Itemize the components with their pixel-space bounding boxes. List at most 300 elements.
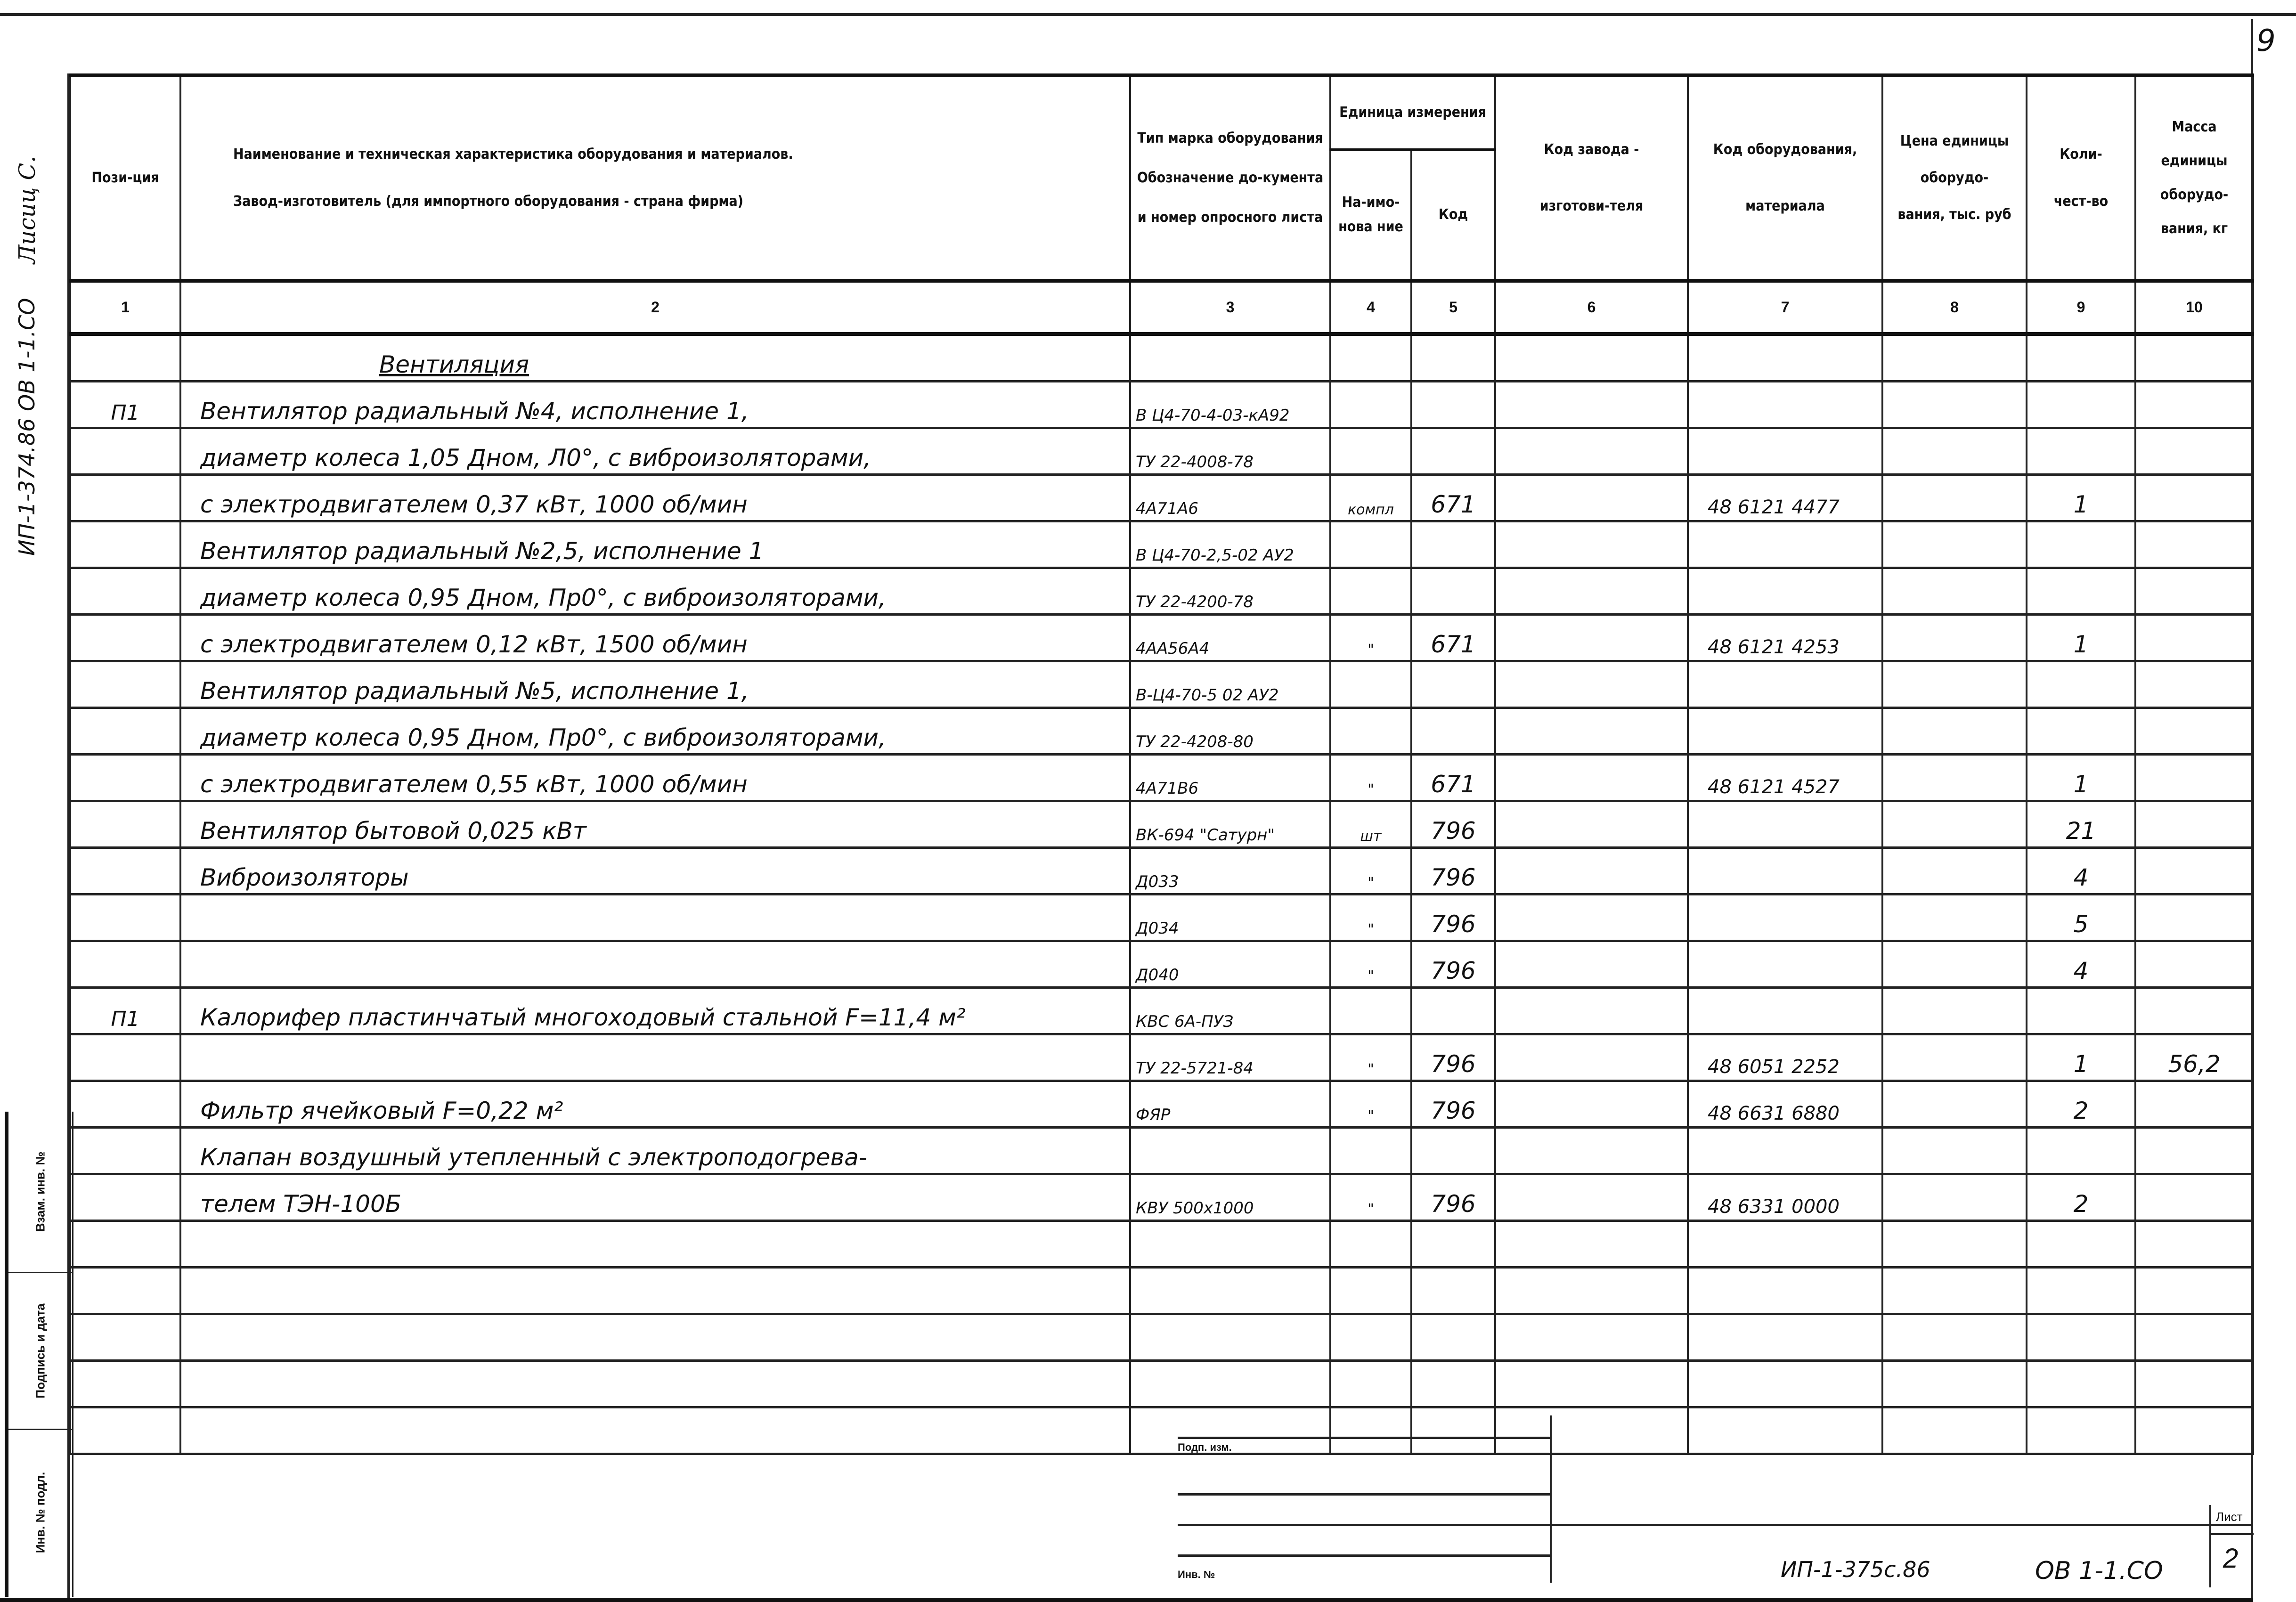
sheet-number: 2 <box>2223 1543 2239 1574</box>
cell-position <box>70 941 180 988</box>
cell-position <box>70 895 180 941</box>
cell-unit-code <box>1411 1314 1495 1361</box>
cell-unit-name <box>1330 988 1411 1034</box>
cell-position <box>70 568 180 615</box>
header-name-line1: Наименование и техническая характеристика оборудования и материалов. <box>233 146 793 163</box>
column-number: 6 <box>1495 281 1688 334</box>
cell-equipment-code: 48 6631 6880 <box>1688 1081 1882 1128</box>
cell-equipment-code: 48 6121 4527 <box>1688 755 1882 801</box>
cell-type: Д040 <box>1130 941 1330 988</box>
cell-factory-code <box>1495 1128 1688 1174</box>
cell-name: Фильтр ячейковый F=0,22 м² <box>180 1081 1130 1128</box>
stamp-top-label: Подп. изм. <box>1178 1441 1232 1453</box>
table-row <box>70 382 2253 428</box>
cell-quantity <box>2027 1268 2135 1314</box>
cell-equipment-code <box>1688 1361 1882 1407</box>
cell-factory-code <box>1495 1361 1688 1407</box>
cell-equipment-code <box>1688 801 1882 848</box>
cell-name: Вентилятор радиальный №5, исполнение 1, <box>180 661 1130 708</box>
cell-quantity <box>2027 988 2135 1034</box>
cell-type: КВС 6А-ПУЗ <box>1130 988 1330 1034</box>
page-number: 9 <box>2256 24 2276 58</box>
margin-vertical-code: ИП-1-374.86 ОВ 1-1.СО <box>14 298 40 556</box>
cell-type: В-Ц4-70-5 02 АУ2 <box>1130 661 1330 708</box>
cell-name: диаметр колеса 0,95 Дном, Пр0°, с виброизоляторами, <box>180 568 1130 615</box>
cell-type: 4АА56А4 <box>1130 615 1330 661</box>
cell-price <box>1882 801 2027 848</box>
table-row <box>70 1221 2253 1268</box>
specification-table <box>69 73 2254 1455</box>
column-number: 3 <box>1130 281 1330 334</box>
cell-mass <box>2135 382 2253 428</box>
cell-price <box>1882 1221 2027 1268</box>
margin-label: Подпись и дата <box>33 1303 47 1399</box>
cell-position <box>70 475 180 521</box>
cell-name: Вентилятор радиальный №4, исполнение 1, <box>180 382 1130 428</box>
cell-unit-name <box>1330 661 1411 708</box>
column-number: 4 <box>1330 281 1411 334</box>
table-row <box>70 521 2253 568</box>
cell-name: с электродвигателем 0,37 кВт, 1000 об/мин <box>180 475 1130 521</box>
cell-position <box>70 521 180 568</box>
cell-price <box>1882 988 2027 1034</box>
cell-equipment-code <box>1688 988 1882 1034</box>
stamp-line <box>1178 1554 1550 1557</box>
margin-cell <box>8 1112 72 1273</box>
cell-unit-code: 671 <box>1411 755 1495 801</box>
margin-cell <box>8 1430 72 1595</box>
cell-mass <box>2135 988 2253 1034</box>
cell-type: 4А71А6 <box>1130 475 1330 521</box>
cell-quantity <box>2027 428 2135 475</box>
cell-unit-name <box>1330 1221 1411 1268</box>
cell-mass <box>2135 475 2253 521</box>
cell-unit-code: 796 <box>1411 801 1495 848</box>
cell-price <box>1882 475 2027 521</box>
cell-unit-name <box>1330 1361 1411 1407</box>
cell-price <box>1882 755 2027 801</box>
cell-quantity: 4 <box>2027 941 2135 988</box>
cell-type: ТУ 22-5721-84 <box>1130 1034 1330 1081</box>
cell-price <box>1882 1174 2027 1221</box>
cell-factory-code <box>1495 1034 1688 1081</box>
cell-quantity <box>2027 568 2135 615</box>
cell-position: П1 <box>70 382 180 428</box>
cell-mass <box>2135 568 2253 615</box>
cell-name: Калорифер пластинчатый многоходовый стальной F=11,4 м² <box>180 988 1130 1034</box>
cell-type: ВК-694 "Сатурн" <box>1130 801 1330 848</box>
stamp-bottom-label: Инв. № <box>1178 1569 1215 1580</box>
cell-type <box>1130 1361 1330 1407</box>
cell-equipment-code <box>1688 1314 1882 1361</box>
cell-price <box>1882 568 2027 615</box>
cell-quantity <box>2027 1221 2135 1268</box>
cell-price <box>1882 1128 2027 1174</box>
cell-quantity: 4 <box>2027 848 2135 895</box>
cell-factory-code <box>1495 848 1688 895</box>
cell-mass <box>2135 708 2253 755</box>
margin-label: Инв. № подл. <box>33 1472 47 1553</box>
table-row <box>70 428 2253 475</box>
column-number: 1 <box>70 281 180 334</box>
cell-unit-code: 796 <box>1411 1034 1495 1081</box>
cell-position <box>70 1361 180 1407</box>
cell-type <box>1130 1314 1330 1361</box>
cell-empty <box>1688 334 1882 382</box>
cell-factory-code <box>1495 1268 1688 1314</box>
header-equipment-code: Код оборудования, материала <box>1688 75 1882 281</box>
cell-quantity <box>2027 521 2135 568</box>
cell-mass <box>2135 661 2253 708</box>
cell-factory-code <box>1495 428 1688 475</box>
cell-unit-name <box>1330 1128 1411 1174</box>
cell-unit-name <box>1330 1314 1411 1361</box>
cell-name <box>180 1221 1130 1268</box>
table-row <box>70 1314 2253 1361</box>
cell-quantity <box>2027 708 2135 755</box>
cell-equipment-code <box>1688 1221 1882 1268</box>
column-number: 5 <box>1411 281 1495 334</box>
cell-quantity <box>2027 1361 2135 1407</box>
sheet-label: Лист <box>2216 1510 2243 1524</box>
cell-quantity: 2 <box>2027 1174 2135 1221</box>
cell-unit-name: " <box>1330 1081 1411 1128</box>
cell-unit-code: 796 <box>1411 1174 1495 1221</box>
cell-mass <box>2135 755 2253 801</box>
cell-type: В Ц4-70-2,5-02 АУ2 <box>1130 521 1330 568</box>
cell-type <box>1130 1268 1330 1314</box>
cell-price <box>1882 941 2027 988</box>
cell-factory-code <box>1495 1081 1688 1128</box>
cell-unit-name <box>1330 708 1411 755</box>
cell-equipment-code <box>1688 382 1882 428</box>
cell-price <box>1882 521 2027 568</box>
cell-factory-code <box>1495 988 1688 1034</box>
section-title: Вентиляция <box>180 334 1130 382</box>
cell-factory-code <box>1495 801 1688 848</box>
cell-unit-name <box>1330 428 1411 475</box>
cell-mass <box>2135 895 2253 941</box>
cell-empty <box>1330 334 1411 382</box>
table-row <box>70 848 2253 895</box>
cell-mass <box>2135 1221 2253 1268</box>
cell-quantity: 1 <box>2027 755 2135 801</box>
cell-factory-code <box>1495 615 1688 661</box>
cell-equipment-code <box>1688 895 1882 941</box>
stamp-line <box>1178 1437 1550 1439</box>
cell-factory-code <box>1495 382 1688 428</box>
table-row <box>70 801 2253 848</box>
cell-unit-name: " <box>1330 848 1411 895</box>
cell-equipment-code <box>1688 568 1882 615</box>
cell-mass <box>2135 1361 2253 1407</box>
cell-unit-code <box>1411 661 1495 708</box>
cell-unit-name <box>1330 521 1411 568</box>
cell-unit-name: " <box>1330 895 1411 941</box>
cell-position <box>70 661 180 708</box>
cell-factory-code <box>1495 941 1688 988</box>
cell-unit-code: 796 <box>1411 848 1495 895</box>
table-row <box>70 1034 2253 1081</box>
cell-factory-code <box>1495 568 1688 615</box>
cell-unit-code <box>1411 1128 1495 1174</box>
cell-position <box>70 1221 180 1268</box>
cell-name: Клапан воздушный утепленный с электроподогрева- <box>180 1128 1130 1174</box>
header-row <box>70 75 2253 150</box>
table-row <box>70 895 2253 941</box>
cell-factory-code <box>1495 521 1688 568</box>
top-border <box>0 13 2296 16</box>
table-row <box>70 941 2253 988</box>
header-factory-code: Код завода - изготови-теля <box>1495 75 1688 281</box>
header-unit: Единица измерения <box>1330 75 1495 150</box>
margin-cell <box>8 1273 72 1430</box>
cell-name: Виброизоляторы <box>180 848 1130 895</box>
table-row <box>70 1361 2253 1407</box>
cell-type <box>1130 1221 1330 1268</box>
table-row <box>70 1128 2253 1174</box>
cell-factory-code <box>1495 755 1688 801</box>
cell-factory-code <box>1495 1174 1688 1221</box>
column-number: 8 <box>1882 281 2027 334</box>
cell-name <box>180 895 1130 941</box>
cell-price <box>1882 1081 2027 1128</box>
cell-equipment-code <box>1688 1407 1882 1454</box>
cell-mass <box>2135 1268 2253 1314</box>
cell-unit-name: " <box>1330 1174 1411 1221</box>
header-name-line2: Завод-изготовитель (для импортного оборудования - страна фирма) <box>233 193 744 210</box>
cell-unit-code: 671 <box>1411 615 1495 661</box>
left-margin-stamp <box>5 1112 73 1597</box>
cell-quantity <box>2027 661 2135 708</box>
cell-name: Вентилятор радиальный №2,5, исполнение 1 <box>180 521 1130 568</box>
column-numbers-row <box>70 281 2253 334</box>
cell-price <box>1882 615 2027 661</box>
cell-position <box>70 428 180 475</box>
header-quantity: Коли-чест-во <box>2027 75 2135 281</box>
header-position: Пози-ция <box>70 75 180 281</box>
cell-mass <box>2135 615 2253 661</box>
cell-unit-name: шт <box>1330 801 1411 848</box>
cell-position <box>70 1314 180 1361</box>
cell-price <box>1882 1361 2027 1407</box>
cell-unit-name: компл <box>1330 475 1411 521</box>
cell-name <box>180 1034 1130 1081</box>
cell-quantity: 2 <box>2027 1081 2135 1128</box>
cell-position <box>70 708 180 755</box>
cell-equipment-code <box>1688 661 1882 708</box>
approval-stamp <box>1178 1415 1552 1583</box>
cell-type: 4А71В6 <box>1130 755 1330 801</box>
margin-label: Взам. инв. № <box>33 1151 47 1232</box>
cell-price <box>1882 382 2027 428</box>
cell-unit-code: 796 <box>1411 895 1495 941</box>
cell-unit-code <box>1411 708 1495 755</box>
cell-unit-code: 796 <box>1411 941 1495 988</box>
cell-unit-code <box>1411 428 1495 475</box>
table-row <box>70 615 2253 661</box>
cell-position <box>70 1268 180 1314</box>
cell-unit-name <box>1330 568 1411 615</box>
cell-factory-code <box>1495 1221 1688 1268</box>
document-number: ОВ 1-1.СО <box>2035 1557 2163 1585</box>
cell-name: телем ТЭН-100Б <box>180 1174 1130 1221</box>
cell-equipment-code <box>1688 708 1882 755</box>
cell-factory-code <box>1495 895 1688 941</box>
cell-factory-code <box>1495 475 1688 521</box>
cell-type: В Ц4-70-4-03-кА92 <box>1130 382 1330 428</box>
cell-quantity <box>2027 1314 2135 1361</box>
cell-factory-code <box>1495 708 1688 755</box>
cell-empty <box>1411 334 1495 382</box>
cell-unit-name: " <box>1330 941 1411 988</box>
cell-mass <box>2135 801 2253 848</box>
cell-equipment-code: 48 6121 4253 <box>1688 615 1882 661</box>
cell-mass <box>2135 1314 2253 1361</box>
cell-price <box>1882 1268 2027 1314</box>
column-number: 10 <box>2135 281 2253 334</box>
table-body <box>70 334 2253 1454</box>
cell-type: КВУ 500х1000 <box>1130 1174 1330 1221</box>
cell-quantity: 5 <box>2027 895 2135 941</box>
column-number: 7 <box>1688 281 1882 334</box>
header-unit-code: Код <box>1411 150 1495 281</box>
cell-type: Д034 <box>1130 895 1330 941</box>
cell-quantity: 1 <box>2027 1034 2135 1081</box>
cell-equipment-code <box>1688 1268 1882 1314</box>
cell-empty <box>2135 334 2253 382</box>
cell-unit-code <box>1411 1268 1495 1314</box>
cell-position: П1 <box>70 988 180 1034</box>
cell-equipment-code <box>1688 1128 1882 1174</box>
table-row <box>70 1174 2253 1221</box>
cell-price <box>1882 1407 2027 1454</box>
cell-position <box>70 848 180 895</box>
cell-position <box>70 1128 180 1174</box>
cell-type: ТУ 22-4200-78 <box>1130 568 1330 615</box>
cell-factory-code <box>1495 661 1688 708</box>
header-price: Цена единицы оборудо-вания, тыс. руб <box>1882 75 2027 281</box>
cell-mass <box>2135 1128 2253 1174</box>
cell-mass <box>2135 1081 2253 1128</box>
stamp-line <box>1178 1493 1550 1496</box>
cell-empty <box>1495 334 1688 382</box>
cell-quantity <box>2027 382 2135 428</box>
cell-unit-code <box>1411 1221 1495 1268</box>
cell-name: диаметр колеса 1,05 Дном, Л0°, с виброизоляторами, <box>180 428 1130 475</box>
cell-empty <box>70 334 180 382</box>
cell-mass: 56,2 <box>2135 1034 2253 1081</box>
header-type: Тип марка оборудования Обозначение до-кумента и номер опросного листа <box>1130 75 1330 281</box>
cell-type <box>1130 1128 1330 1174</box>
table-row <box>70 708 2253 755</box>
cell-unit-code <box>1411 568 1495 615</box>
cell-mass <box>2135 428 2253 475</box>
cell-equipment-code <box>1688 521 1882 568</box>
column-number: 2 <box>180 281 1130 334</box>
cell-price <box>1882 1034 2027 1081</box>
cell-type: ТУ 22-4008-78 <box>1130 428 1330 475</box>
stamp-line <box>1178 1524 2252 1526</box>
cell-price <box>1882 428 2027 475</box>
cell-type: ФЯР <box>1130 1081 1330 1128</box>
cell-name <box>180 1314 1130 1361</box>
column-number: 9 <box>2027 281 2135 334</box>
table-row <box>70 1268 2253 1314</box>
cell-quantity: 1 <box>2027 475 2135 521</box>
cell-mass <box>2135 1407 2253 1454</box>
cell-unit-name: " <box>1330 1034 1411 1081</box>
header-unit-name: На-имо-нова ние <box>1330 150 1411 281</box>
cell-mass <box>2135 848 2253 895</box>
cell-price <box>1882 895 2027 941</box>
cell-type: Д033 <box>1130 848 1330 895</box>
cell-price <box>1882 1314 2027 1361</box>
cell-price <box>1882 848 2027 895</box>
cell-name: диаметр колеса 0,95 Дном, Пр0°, с виброизоляторами, <box>180 708 1130 755</box>
cell-position <box>70 1407 180 1454</box>
cell-quantity <box>2027 1128 2135 1174</box>
cell-unit-name <box>1330 382 1411 428</box>
cell-position <box>70 1081 180 1128</box>
cell-unit-code <box>1411 382 1495 428</box>
cell-price <box>1882 708 2027 755</box>
cell-equipment-code: 48 6331 0000 <box>1688 1174 1882 1221</box>
cell-name <box>180 941 1130 988</box>
document-code: ИП-1-375с.86 <box>1781 1557 1930 1582</box>
table-row <box>70 568 2253 615</box>
cell-unit-code <box>1411 1361 1495 1407</box>
table-row <box>70 1407 2253 1454</box>
margin-signature: Лисиц С. <box>14 155 41 264</box>
cell-unit-name <box>1330 1268 1411 1314</box>
cell-quantity: 1 <box>2027 615 2135 661</box>
cell-equipment-code <box>1688 428 1882 475</box>
cell-name: с электродвигателем 0,55 кВт, 1000 об/мин <box>180 755 1130 801</box>
header-mass: Масса единицы оборудо-вания, кг <box>2135 75 2253 281</box>
cell-unit-code: 796 <box>1411 1081 1495 1128</box>
cell-mass <box>2135 941 2253 988</box>
cell-type: ТУ 22-4208-80 <box>1130 708 1330 755</box>
cell-name: с электродвигателем 0,12 кВт, 1500 об/мин <box>180 615 1130 661</box>
cell-equipment-code: 48 6051 2252 <box>1688 1034 1882 1081</box>
cell-name: Вентилятор бытовой 0,025 кВт <box>180 801 1130 848</box>
table-row <box>70 988 2253 1034</box>
frame-bottom-border <box>0 1598 2253 1602</box>
table-row <box>70 661 2253 708</box>
cell-position <box>70 1174 180 1221</box>
cell-equipment-code <box>1688 941 1882 988</box>
cell-name <box>180 1361 1130 1407</box>
cell-empty <box>1130 334 1330 382</box>
cell-price <box>1882 661 2027 708</box>
cell-position <box>70 615 180 661</box>
sheet-divider <box>2211 1533 2254 1535</box>
cell-name <box>180 1407 1130 1454</box>
cell-position <box>70 755 180 801</box>
cell-unit-name: " <box>1330 755 1411 801</box>
section-row <box>70 334 2253 382</box>
table-row <box>70 475 2253 521</box>
header-name <box>180 75 1130 281</box>
cell-position <box>70 801 180 848</box>
cell-mass <box>2135 521 2253 568</box>
cell-equipment-code <box>1688 848 1882 895</box>
cell-position <box>70 1034 180 1081</box>
cell-empty <box>2027 334 2135 382</box>
table-row <box>70 1081 2253 1128</box>
cell-unit-code: 671 <box>1411 475 1495 521</box>
